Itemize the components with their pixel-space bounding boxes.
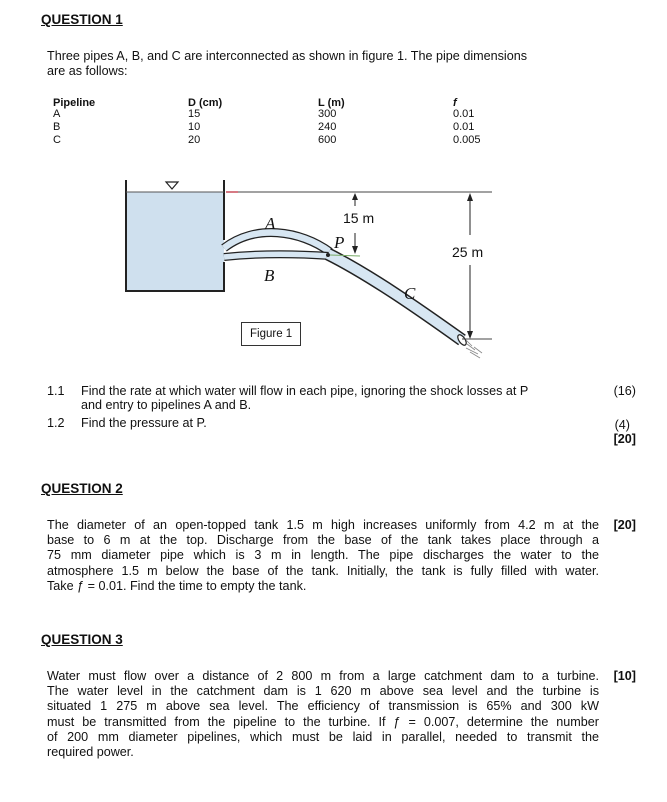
question-3-line: Water must flow over a distance of 2 800 m from a large catchment dam to a turbine. [47, 669, 599, 683]
table-cell: A [53, 108, 61, 120]
table-cell: 0.01 [453, 121, 475, 133]
figure-1-diagram [110, 172, 510, 372]
question-1-2-text: Find the pressure at P. [81, 416, 207, 430]
question-2-line: Take ƒ = 0.01. Find the time to empty the tank. [47, 578, 307, 593]
dimension-25m-label: 25 m [452, 244, 484, 260]
question-2-mark: [20] [613, 518, 636, 532]
table-cell: 10 [188, 121, 201, 133]
figure-label-p: P [334, 233, 345, 252]
question-3-body [47, 669, 599, 760]
table-cell: C [53, 134, 61, 146]
table-header-length: L (m) [318, 97, 345, 109]
question-1-total: [20] [613, 432, 636, 446]
question-1-1-number: 1.1 [47, 384, 65, 398]
table-header-diameter: D (cm) [188, 97, 223, 109]
question-1-2-number: 1.2 [47, 416, 65, 430]
question-1-1-mark: (16) [613, 384, 636, 398]
figure-label-a: A [265, 214, 276, 233]
question-1-heading: QUESTION 1 [41, 12, 123, 27]
junction-point-p [326, 253, 330, 257]
table-cell: 300 [318, 108, 337, 120]
figure-1-caption: Figure 1 [241, 322, 301, 346]
table-cell: 15 [188, 108, 201, 120]
table-header-pipeline: Pipeline [53, 97, 96, 109]
table-cell: 0.005 [453, 134, 481, 146]
figure-label-c: C [404, 284, 416, 303]
table-cell: 20 [188, 134, 201, 146]
question-2-heading: QUESTION 2 [41, 481, 123, 496]
question-1-1-line-2: and entry to pipelines A and B. [81, 398, 252, 412]
figure-label-b: B [264, 266, 275, 285]
table-cell: 0.01 [453, 108, 475, 120]
question-1-2-mark: (4) [614, 418, 630, 432]
question-2-body [47, 518, 599, 594]
dimension-15m-label: 15 m [343, 210, 375, 226]
question-1-1-line-1: Find the rate at which water will flow in each pipe, ignoring the shock losses at P [81, 384, 529, 398]
question-2-line: 75 mm diameter pipe which is 3 m in length. The pipe discharges the water to the [47, 548, 599, 563]
tank-water [126, 192, 224, 290]
question-3-line: must be transmitted from the pipeline to the turbine. If ƒ = 0.007, determine the number [47, 714, 599, 729]
intro-line-1: Three pipes A, B, and C are interconnected as shown in figure 1. The pipe dimensions [47, 49, 528, 63]
question-3-mark: [10] [613, 669, 636, 683]
question-2-line: base to 6 m at the top. Discharge from the base of the tank takes place through a [47, 533, 599, 548]
question-3-line: of 200 mm diameter pipelines, which must be laid in parallel, needed to transmit the [47, 729, 599, 744]
question-3-heading: QUESTION 3 [41, 632, 123, 647]
table-cell: 600 [318, 134, 337, 146]
free-surface-symbol [166, 182, 178, 189]
question-2-line: atmosphere 1.5 m below the base of the tank. Initially, the tank is fully filled with water. [47, 563, 599, 578]
question-3-line: The water level in the catchment dam is 1 620 m above sea level and the turbine is [47, 684, 599, 699]
table-header-friction: f [453, 97, 457, 109]
intro-line-2: are as follows: [47, 64, 128, 79]
pipe-dimensions-table [53, 98, 533, 154]
question-3-line: required power. [47, 745, 134, 760]
question-3-line: situated 1 275 m above sea level. The efficiency of transmission is 65% and 300 kW [47, 699, 599, 714]
table-cell: B [53, 121, 61, 133]
question-1-intro [47, 49, 607, 79]
table-cell: 240 [318, 121, 337, 133]
discharge-spray [466, 340, 482, 358]
question-2-line: The diameter of an open-topped tank 1.5 m high increases uniformly from 4.2 m at the [47, 518, 599, 532]
question-1-1-text [81, 384, 601, 412]
